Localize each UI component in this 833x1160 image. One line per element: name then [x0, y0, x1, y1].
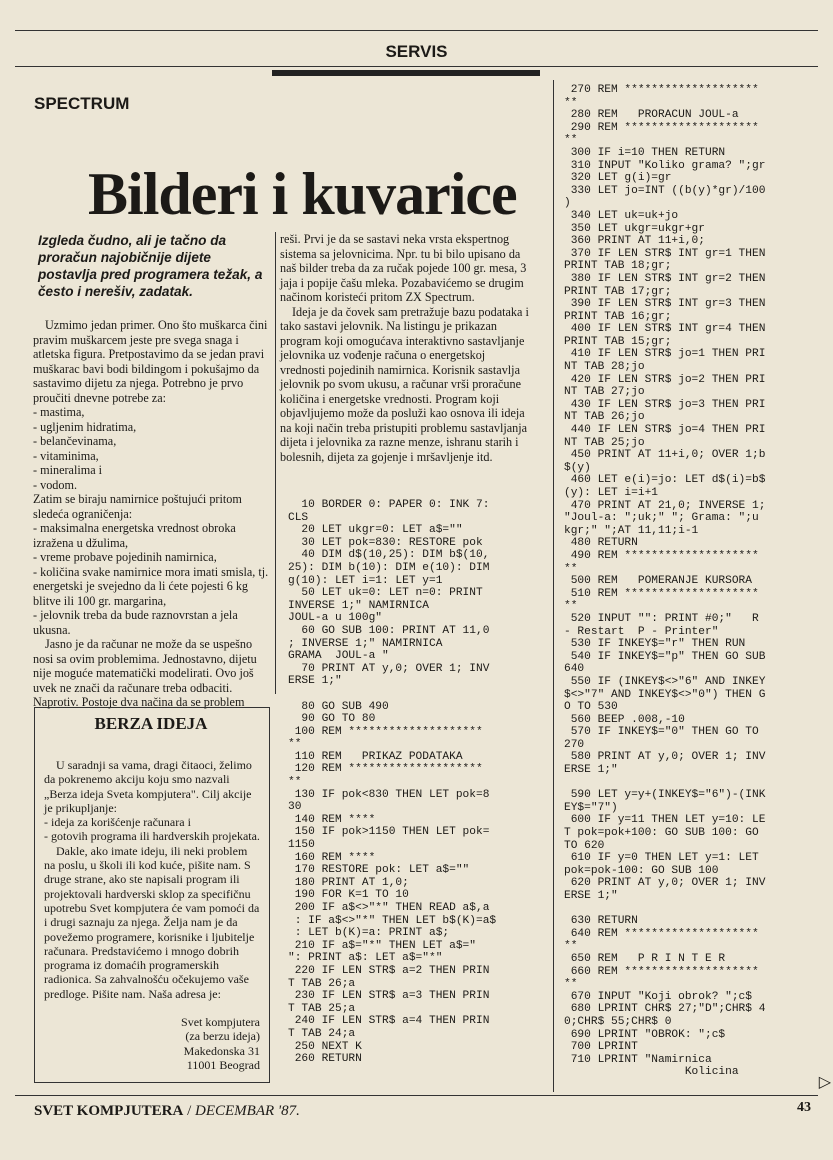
header-rule-bottom: [15, 66, 818, 67]
code-line: TO 620: [564, 839, 605, 852]
code-line: JOUL-a u 100g": [288, 612, 382, 625]
code-line: 700 LPRINT: [564, 1041, 638, 1054]
paragraph: U saradnji sa vama, dragi čitaoci, želimo da pokrenemo akciju koju smo nazvali „Berza ideja Sveta kompjutera". Cilj akcije je prikupljanje:: [44, 758, 252, 815]
code-line: 630 RETURN: [564, 915, 638, 928]
code-line: 580 PRINT AT y,0; OVER 1; INV: [564, 751, 766, 764]
program-listing-part-2: [564, 84, 816, 1079]
footer-rule: [15, 1095, 818, 1096]
paragraph: Uzmimo jedan primer. Ono što muškarca čini pravim muškarcem jeste pre svega snaga i atletska figura. Pretpostavimo da se jedan pravi muškarac bavi bodi bildingom i pokušajmo da sastavimo dijetu za njega. Potrebno je prvo proučiti dnevne potrebe za:: [33, 318, 268, 405]
code-line: PRINT TAB 15;gr;: [564, 335, 672, 348]
code-line: **: [564, 562, 578, 575]
code-line: 30: [288, 801, 302, 814]
code-line: 480 RETURN: [564, 537, 638, 550]
code-line: 520 INPUT "": PRINT #0;" R: [564, 612, 759, 625]
article-title: Bilderi i kuvarice: [88, 161, 517, 227]
code-line: 330 LET jo=INT ((b(y)*gr)/100: [564, 184, 766, 197]
code-line: 490 REM ********************: [564, 549, 759, 562]
code-line: NT TAB 26;jo: [564, 411, 645, 424]
code-line: 680 LPRINT CHR$ 27;"D";CHR$ 4: [564, 1003, 766, 1016]
code-line: 500 REM POMERANJE KURSORA: [564, 575, 752, 588]
code-line: 570 IF INKEY$="0" THEN GO TO: [564, 726, 759, 739]
code-line: T pok=pok+100: GO SUB 100: GO: [564, 827, 759, 840]
code-line: 710 LPRINT "Namirnica: [564, 1053, 712, 1066]
column-divider: [275, 232, 276, 694]
limits-list: [33, 521, 271, 637]
code-line: 290 REM ********************: [564, 121, 759, 134]
code-line: 20 LET ukgr=0: LET a$="": [288, 524, 463, 537]
code-line: **: [564, 96, 578, 109]
code-line: ; INVERSE 1;" NAMIRNICA: [288, 637, 443, 650]
code-line: 380 IF LEN STR$ INT gr=2 THEN: [564, 272, 766, 285]
code-line: 130 IF pok<830 THEN LET pok=8: [288, 788, 490, 801]
code-line: 120 REM ********************: [288, 763, 483, 776]
code-line: 440 IF LEN STR$ jo=4 THEN PRI: [564, 424, 766, 437]
code-line: **: [564, 978, 578, 991]
code-line: **: [288, 776, 302, 789]
code-line: [288, 688, 538, 701]
code-line: 540 IF INKEY$="p" THEN GO SUB: [564, 650, 766, 663]
list-item: - belančevinama,: [33, 434, 117, 448]
code-line: 640 REM ********************: [564, 927, 759, 940]
paragraph: reši. Prvi je da se sastavi neka vrsta ekspertnog sistema sa jelovnicima. Npr. tu bi bilo upisano da naš bilder treba da za ručak pojede 100 gr. mesa, 3 jaja i popije čašu mleka. Pozabavićemo se drugim načinom koristeći pritom ZX Spectrum.: [280, 232, 527, 304]
code-line: 240 IF LEN STR$ a=4 THEN PRIN: [288, 1015, 490, 1028]
code-line: 390 IF LEN STR$ INT gr=3 THEN: [564, 298, 766, 311]
code-line: **: [288, 738, 302, 751]
code-line: T TAB 25;a: [288, 1002, 356, 1015]
list-item: - količina svake namirnice mora imati smisla, tj. energetski je svejedno da li ćete pojesti 6 kg blitve ili 100 gr. margarina,: [33, 564, 269, 608]
code-line: 10 BORDER 0: PAPER 0: INK 7:: [288, 499, 490, 511]
code-line: 360 PRINT AT 11+i,0;: [564, 235, 705, 248]
code-line: 160 REM ****: [288, 851, 376, 864]
list-item: - ugljenim hidratima,: [33, 419, 137, 434]
code-line: 370 IF LEN STR$ INT gr=1 THEN: [564, 247, 766, 260]
code-line: NT TAB 27;jo: [564, 386, 645, 399]
code-line: (y): LET i=i+1: [564, 487, 658, 499]
issue-date: DECEMBAR '87.: [195, 1103, 300, 1119]
list-item: - ideja za korišćenje računara i: [44, 815, 191, 830]
code-line: g(10): LET i=1: LET y=1: [288, 574, 443, 587]
list-item: - vitaminima,: [33, 448, 99, 463]
code-line: NT TAB 25;jo: [564, 436, 645, 449]
footer-separator: /: [183, 1103, 195, 1119]
list-item: - jelovnik treba da bude raznovrstan a jela ukusna.: [33, 608, 238, 637]
list-item: - vodom.: [33, 477, 78, 492]
code-line: 430 IF LEN STR$ jo=3 THEN PRI: [564, 398, 766, 411]
program-listing-part-1: [288, 499, 538, 1066]
continue-arrow-icon: ▷: [818, 1074, 831, 1091]
code-line: 60 GO SUB 100: PRINT AT 11,0: [288, 624, 490, 637]
code-line: 420 IF LEN STR$ jo=2 THEN PRI: [564, 373, 766, 386]
code-line: 40 DIM d$(10,25): DIM b$(10,: [288, 549, 490, 562]
article-column-1: [33, 318, 271, 710]
code-line: [564, 903, 816, 916]
code-line: 460 LET e(i)=jo: LET d$(i)=b$: [564, 474, 766, 487]
code-line: 220 IF LEN STR$ a=2 THEN PRIN: [288, 964, 490, 977]
code-line: O TO 530: [564, 701, 618, 714]
code-line: 30 LET pok=830: RESTORE pok: [288, 536, 483, 549]
code-line: ERSE 1;": [564, 764, 618, 777]
code-line: - Restart P - Printer": [564, 625, 719, 638]
code-line: INVERSE 1;" NAMIRNICA: [288, 599, 429, 612]
code-line: **: [564, 940, 578, 953]
code-line: 590 LET y=y+(INKEY$="6")-(INK: [564, 789, 766, 802]
list-item: - maksimalna energetska vrednost obroka izražena u džulima,: [33, 521, 236, 550]
code-line: ): [564, 197, 571, 210]
code-line: 350 LET ukgr=ukgr+gr: [564, 222, 705, 235]
code-line: Kolicina: [564, 1066, 739, 1079]
code-line: 90 GO TO 80: [288, 713, 376, 726]
code-line: 1150: [288, 839, 315, 852]
page-number: 43: [797, 1100, 811, 1115]
address-line: Svet kompjutera: [181, 1015, 260, 1029]
address-line: Makedonska 31: [183, 1043, 260, 1058]
code-line: 100 REM ********************: [288, 725, 483, 738]
code-line: $(y): [564, 461, 591, 474]
code-line: [564, 777, 816, 790]
code-line: NT TAB 28;jo: [564, 361, 645, 374]
article-lead: Izgleda čudno, ali je tačno da proračun najobičnije dijete postavlja pred programera težak, a često i nerešiv, zadatak.: [38, 233, 263, 299]
code-line: CLS: [288, 511, 309, 524]
code-line: 200 IF a$<>"*" THEN READ a$,a: [288, 902, 490, 914]
code-line: 650 REM P R I N T E R: [564, 952, 726, 965]
header-thick-bar: [272, 70, 540, 76]
code-line: 25): DIM b(10): DIM e(10): DIM: [288, 561, 490, 574]
code-line: pok=pok-100: GO SUB 100: [564, 864, 719, 877]
code-line: ERSE 1;": [564, 890, 618, 902]
code-line: 510 REM ********************: [564, 587, 759, 600]
list-item: - gotovih programa ili hardverskih projekata.: [44, 829, 260, 844]
code-line: 410 IF LEN STR$ jo=1 THEN PRI: [564, 348, 766, 361]
code-line: 610 IF y=0 THEN LET y=1: LET: [564, 852, 759, 865]
code-line: : IF a$<>"*" THEN LET b$(K)=a$: [288, 914, 497, 927]
code-line: ": PRINT a$: LET a$="*": [288, 952, 443, 965]
list-item: - mastima,: [33, 405, 85, 419]
section-label: SERVIS: [385, 42, 448, 61]
code-line: 210 IF a$="*" THEN LET a$=": [288, 939, 476, 952]
code-line: 550 IF (INKEY$<>"6" AND INKEY: [564, 675, 766, 688]
code-line: 530 IF INKEY$="r" THEN RUN: [564, 638, 746, 651]
code-line: 310 INPUT "Koliko grama? ";gr: [564, 159, 766, 172]
code-line: 140 REM ****: [288, 813, 376, 826]
code-line: 250 NEXT K: [288, 1040, 362, 1053]
code-line: 50 LET uk=0: LET n=0: PRINT: [288, 587, 483, 600]
code-line: 270 REM ********************: [564, 84, 759, 96]
berza-title: BERZA IDEJA: [94, 714, 208, 733]
berza-address: [130, 1015, 260, 1072]
code-line: ERSE 1;": [288, 675, 342, 688]
code-line: 400 IF LEN STR$ INT gr=4 THEN: [564, 323, 766, 336]
code-line: 70 PRINT AT y,0; OVER 1; INV: [288, 662, 490, 675]
code-line: **: [564, 600, 578, 613]
article-column-2: [280, 232, 530, 464]
code-line: 640: [564, 663, 585, 676]
paragraph: Dakle, ako imate ideju, ili neki problem na poslu, u školi ili kod kuće, pišite nam. S druge strane, ako ste napisali program ili projektovali hardverski sklop za specifičnu upotrebu Svet kompjutera će vam pomoći da i drugi saznaju za njega. Želja nam je da povežemo programere, korisnike i ljubitelje računara. Predstavićemo i mnogo dobrih programa iz domaćih programerskih radionica. Sa zahvalnošću očekujemo vaše predloge. Pišite nam. Naša adresa je:: [44, 843, 260, 1001]
code-line: T TAB 24;a: [288, 1027, 356, 1040]
paragraph: Ideja je da čovek sam pretražuje bazu podataka i tako sastavi jelovnik. Na listingu je prikazan program koji omogućava interaktivno sastavljanje jelovnika uz vođenje računa o energetskoj vrednosti pojedinih namirnica. Korisnik sastavlja jelovnik po svom ukusu, a računar vrši proračune količina i energetske vrednosti. Program koji objavljujemo može da posluži kao osnova ili ideja na koji način treba pristupiti problemu sastavljanja dijeta i jelovnika za razne menze, ishranu starih i bolesnih, dijeta za gojenje i mršavljenje itd.: [280, 304, 529, 464]
code-line: 150 IF pok>1150 THEN LET pok=: [288, 826, 490, 839]
code-line: 270: [564, 738, 585, 751]
code-line: PRINT TAB 18;gr;: [564, 260, 672, 273]
code-line: 260 RETURN: [288, 1053, 362, 1066]
address-line: (za berzu ideja): [185, 1029, 260, 1044]
code-line: 190 FOR K=1 TO 10: [288, 889, 409, 902]
code-line: 620 PRINT AT y,0; OVER 1; INV: [564, 877, 766, 890]
code-line: 230 IF LEN STR$ a=3 THEN PRIN: [288, 990, 490, 1003]
code-line: **: [564, 134, 578, 147]
code-line: 470 PRINT AT 21,0; INVERSE 1;: [564, 499, 766, 512]
code-line: 670 INPUT "Koji obrok? ";c$: [564, 990, 752, 1003]
code-line: 340 LET uk=uk+jo: [564, 209, 679, 222]
code-line: 280 REM PRORACUN JOUL-a: [564, 109, 739, 122]
code-line: 180 PRINT AT 1,0;: [288, 876, 409, 889]
footer-masthead: [34, 1103, 300, 1120]
code-line: 600 IF y=11 THEN LET y=10: LE: [564, 814, 766, 827]
code-line: 690 LPRINT "OBROK: ";c$: [564, 1028, 726, 1041]
code-line: 320 LET g(i)=gr: [564, 172, 672, 185]
code-line: 0;CHR$ 55;CHR$ 0: [564, 1015, 672, 1028]
code-line: 660 REM ********************: [564, 965, 759, 978]
code-line: PRINT TAB 16;gr;: [564, 310, 672, 323]
code-line: GRAMA JOUL-a ": [288, 650, 389, 663]
paragraph: Jasno je da računar ne može da se uspešno nosi sa ovim problemima. Jednostavno, dijetu nije moguće matematički modelirati. Ovo još uvek ne znači da računare treba odbaciti. Naprotiv. Postoje dva načina da se problem: [33, 637, 257, 709]
code-line: "Joul-a: ";uk;" "; Grama: ";u: [564, 512, 759, 525]
list-item: - vreme probave pojedinih namirnica,: [33, 550, 217, 564]
code-line: kgr;" ";AT 11,11;i-1: [564, 524, 699, 537]
code-line: 450 PRINT AT 11+i,0; OVER 1;b: [564, 449, 766, 462]
code-line: 170 RESTORE pok: LET a$="": [288, 864, 470, 877]
code-line: 300 IF i=10 THEN RETURN: [564, 146, 726, 159]
header-rule-top: [15, 30, 818, 31]
code-line: T TAB 26;a: [288, 977, 356, 990]
code-line: 560 BEEP .008,-10: [564, 713, 685, 726]
publication-name: SVET KOMPJUTERA: [34, 1103, 184, 1119]
article-kicker: SPECTRUM: [34, 94, 130, 113]
code-line: $<>"7" AND INKEY$<>"0") THEN G: [564, 688, 766, 701]
code-line: EY$="7"): [564, 801, 618, 814]
code-line: : LET b(K)=a: PRINT a$;: [288, 927, 450, 940]
code-line: 80 GO SUB 490: [288, 700, 389, 713]
column-divider: [553, 80, 554, 1092]
needs-list: [33, 405, 271, 492]
address-line: 11001 Beograd: [186, 1057, 260, 1072]
list-item: - mineralima i: [33, 463, 103, 477]
code-line: 110 REM PRIKAZ PODATAKA: [288, 750, 463, 763]
code-line: PRINT TAB 17;gr;: [564, 285, 672, 298]
paragraph: Zatim se biraju namirnice poštujući pritom sledeća ograničenja:: [33, 492, 242, 521]
berza-text: [44, 758, 260, 1001]
